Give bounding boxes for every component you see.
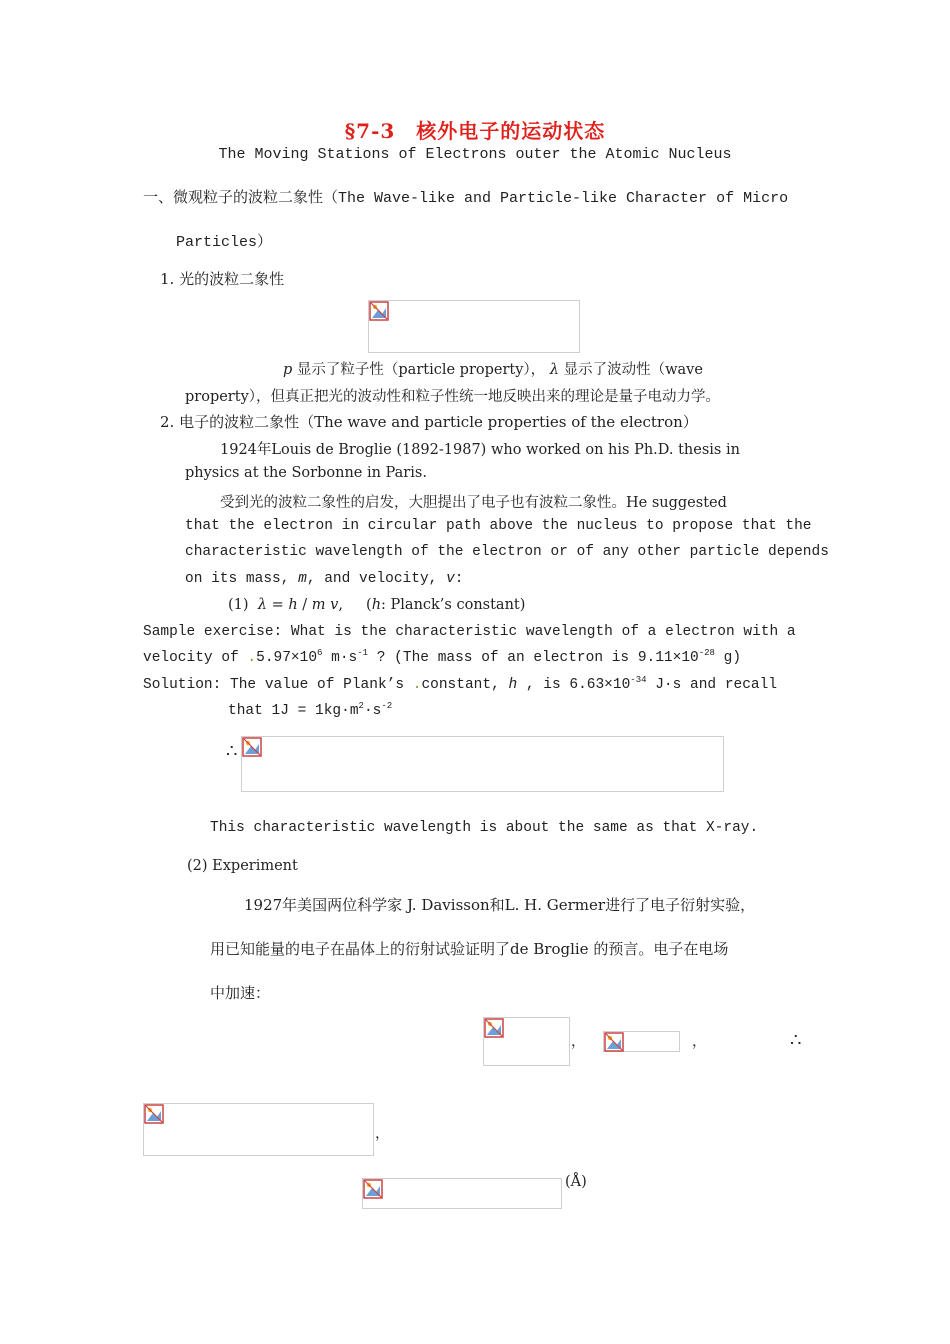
item-2-para-1-line-1: 1924年Louis de Broglie (1892-1987) who worked on his Ph.D. thesis in bbox=[220, 442, 740, 458]
h-variable: h bbox=[371, 597, 382, 613]
text-fragment: Solution: The value of Plank’s bbox=[143, 677, 413, 693]
lambda-symbol: λ bbox=[549, 362, 559, 378]
formula-image-5 bbox=[143, 1103, 374, 1156]
mass-text: ? (The mass of an electron is 9.11×10 bbox=[368, 650, 699, 666]
formula-image-4 bbox=[603, 1031, 680, 1052]
p-variable: p bbox=[283, 362, 293, 378]
experiment-label: (2) Experiment bbox=[187, 858, 298, 874]
equation-1 bbox=[228, 597, 525, 613]
exponent: -34 bbox=[630, 675, 647, 686]
text-fragment: on its mass, bbox=[185, 571, 299, 587]
angstrom-unit: (Å) bbox=[565, 1174, 587, 1190]
formula-image-3 bbox=[483, 1017, 570, 1066]
planck-note: : Planck’s constant) bbox=[381, 597, 526, 613]
item-1-para-line-2: property），但真正把光的波动性和粒子性统一地反映出来的理论是量子电动力学。 bbox=[185, 389, 721, 405]
section-heading-cont: Particles） bbox=[176, 234, 273, 251]
item-1-para-line-1 bbox=[283, 358, 703, 379]
equation-number: (1) bbox=[228, 597, 249, 613]
page-subtitle: The Moving Stations of Electrons outer the Atomic Nucleus bbox=[218, 146, 732, 163]
slash: / bbox=[297, 597, 312, 613]
comma: ， bbox=[375, 1126, 390, 1142]
broken-image-icon bbox=[604, 1032, 624, 1052]
experiment-line-2: 用已知能量的电子在晶体上的衍射试验证明了de Broglie 的预言。电子在电场 bbox=[210, 940, 729, 958]
equals-sign: = bbox=[266, 597, 289, 613]
text-fragment: velocity of bbox=[143, 650, 248, 666]
unit: m·s bbox=[322, 650, 358, 666]
m-variable: m bbox=[298, 571, 307, 587]
text-fragment: , and velocity, bbox=[306, 571, 447, 587]
item-2-para-2-line-2: that the electron in circular path above the nucleus to propose that the bbox=[185, 518, 812, 534]
wave-text: 显示了波动性（wave bbox=[559, 362, 703, 378]
note-paren: ( bbox=[366, 597, 372, 613]
therefore-symbol: ∴ bbox=[226, 741, 238, 762]
exponent: -2 bbox=[381, 701, 393, 712]
exponent: -1 bbox=[357, 648, 369, 659]
h-variable: h bbox=[288, 597, 298, 613]
text-fragment: ·s bbox=[363, 703, 382, 719]
velocity-value: 5.97×10 bbox=[256, 650, 318, 666]
item-1-label: 1. 光的波粒二象性 bbox=[160, 270, 285, 288]
section-heading: 一、微观粒子的波粒二象性（The Wave-like and Particle-like Character of Micro bbox=[143, 190, 789, 207]
formula-image-6 bbox=[362, 1178, 562, 1209]
text-fragment: : bbox=[454, 571, 464, 587]
page-title: §7-3 核外电子的运动状态 bbox=[344, 119, 606, 143]
item-2-para-2-line-4 bbox=[185, 571, 463, 587]
broken-image-icon bbox=[363, 1179, 383, 1199]
text-fragment: that 1J = 1kg·m bbox=[228, 703, 359, 719]
experiment-line-1: 1927年美国两位科学家 J. Davisson和L. H. Germer进行了电子衍射实验， bbox=[244, 896, 756, 914]
formula-image-1 bbox=[368, 300, 580, 353]
item-2-label: 2. 电子的波粒二象性（The wave and particle properties of the electron） bbox=[160, 413, 698, 431]
marker-dot: . bbox=[412, 677, 422, 693]
comma: , bbox=[338, 597, 343, 613]
item-2-para-2-line-3: characteristic wavelength of the electron or of any other particle depends bbox=[185, 544, 829, 560]
exponent: -28 bbox=[698, 648, 715, 659]
lambda-symbol: λ bbox=[257, 597, 267, 613]
item-2-para-1-line-2: physics at the Sorbonne in Paris. bbox=[185, 465, 427, 481]
text-fragment: constant, bbox=[421, 677, 509, 693]
unit: g) bbox=[714, 650, 742, 666]
text-fragment: J·s and recall bbox=[646, 677, 778, 693]
comma: ， bbox=[692, 1034, 707, 1050]
v-variable: v bbox=[446, 571, 455, 587]
exponent: 2 bbox=[358, 701, 364, 712]
planck-value: , is 6.63×10 bbox=[517, 677, 631, 693]
experiment-line-3: 中加速： bbox=[210, 984, 271, 1002]
sample-exercise-line-1: Sample exercise: What is the characteristic wavelength of a electron with a bbox=[143, 624, 796, 640]
solution-line-2 bbox=[228, 703, 392, 719]
item-2-para-2-line-1: 受到光的波粒二象性的启发，大胆提出了电子也有波粒二象性。He suggested bbox=[220, 495, 727, 511]
solution-line-1 bbox=[143, 677, 777, 693]
broken-image-icon bbox=[242, 737, 262, 757]
exponent: 6 bbox=[317, 648, 323, 659]
h-variable: h bbox=[508, 677, 518, 693]
comma: ， bbox=[571, 1034, 586, 1050]
formula-image-2 bbox=[241, 736, 724, 792]
therefore-symbol: ∴ bbox=[790, 1030, 802, 1051]
broken-image-icon bbox=[369, 301, 389, 321]
particle-text: 显示了粒子性（particle property）， bbox=[292, 362, 546, 378]
mv-variables: m v bbox=[311, 597, 339, 613]
conclusion-line: This characteristic wavelength is about the same as that X-ray. bbox=[210, 820, 759, 836]
broken-image-icon bbox=[484, 1018, 504, 1038]
broken-image-icon bbox=[144, 1104, 164, 1124]
marker-dot: . bbox=[247, 650, 257, 666]
sample-exercise-line-2 bbox=[143, 650, 741, 666]
